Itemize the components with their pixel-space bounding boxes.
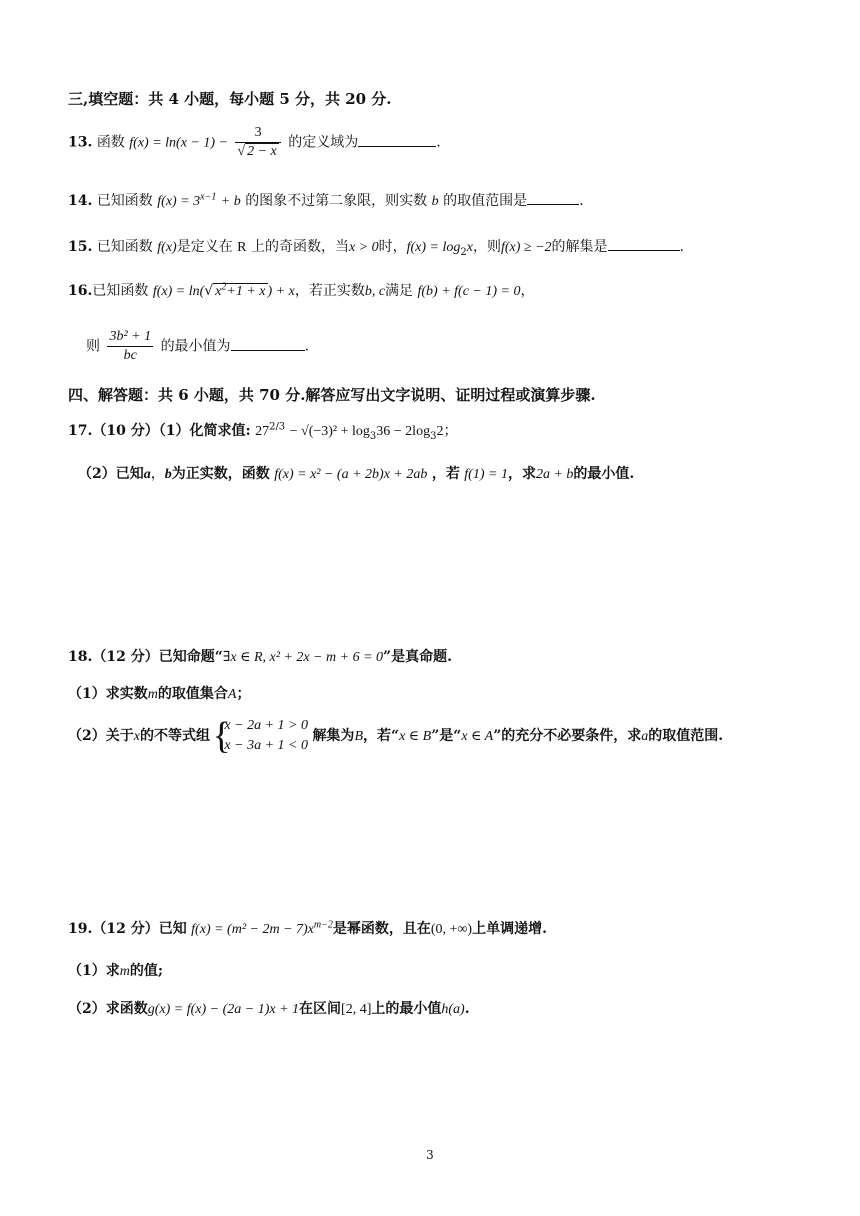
fraction-numerator: 3 — [235, 124, 280, 143]
q17-p2a: （2）已知 — [78, 466, 144, 482]
q17-p2b: 为正实数，函数 — [171, 466, 270, 482]
q16-line2post: 的最小值为 — [160, 338, 231, 355]
answer-blank[interactable] — [608, 236, 680, 251]
q14-expr: f(x) = 3 — [157, 194, 201, 209]
fraction-denominator: √ 2 − x — [237, 144, 277, 159]
q19-iv: [2, 4] — [341, 1002, 372, 1017]
q14-post2: 的取值范围是 — [443, 193, 528, 209]
system-row-1: x − 2a + 1 > 0 — [224, 718, 308, 733]
answer-blank[interactable] — [231, 336, 305, 351]
q17-expr2: − √(−3)² + log — [289, 424, 370, 439]
q16-text: 已知函数 — [92, 283, 149, 299]
q18-p2c: 解集为 — [312, 728, 355, 744]
q15-mid5: 的解集是 — [551, 239, 608, 255]
q17-p2d: ，求 — [507, 466, 536, 482]
q19-h: h(a) — [441, 1002, 465, 1017]
q17-bb: b — [164, 467, 172, 482]
q18-x: x — [133, 729, 140, 744]
q18-p2d: ，若“ — [363, 728, 400, 744]
question-number: 14. — [68, 193, 93, 209]
q16-radical: $x^2+1 + x$ — [215, 281, 266, 299]
q15-f2: f(x) = log — [406, 240, 461, 255]
q19-mid: 是幂函数，且在 — [332, 921, 431, 937]
q14-var: b — [431, 194, 439, 209]
q19-interval: (0, +∞) — [430, 922, 473, 937]
fraction-denominator: bc — [123, 348, 137, 363]
q15-R: R — [237, 240, 247, 255]
q16-mid2: 满足 — [385, 283, 414, 299]
question-17-head: 17.（10 分）（1）化简求值: — [68, 423, 251, 439]
q18-c1: x ∈ B — [399, 729, 432, 744]
section-heading-fill: 三,填空题：共 4 小题，每小题 5 分，共 20 分. — [68, 90, 392, 108]
question-number: 15. — [68, 239, 93, 255]
q15-ineq: f(x) ≥ −2 — [500, 240, 552, 255]
q16-vars: b, c — [364, 284, 386, 299]
page-number: 3 — [426, 1148, 434, 1162]
q18-p2e: ”是“ — [431, 728, 462, 744]
q13-post: 的定义域为 — [288, 134, 359, 151]
question-17-part2: （2）已知a，b为正实数，函数 f(x) = x² − (a + 2b)x + 2ab ，若 f(1) = 1，求2a + b的最小值. — [78, 466, 635, 482]
q18-c2: x ∈ A — [461, 729, 494, 744]
inequality-system: { x − 2a + 1 > 0 x − 3a + 1 < 0 — [212, 715, 308, 757]
question-18-part1 — [68, 683, 250, 703]
q19-gx: g(x) = f(x) − (2a − 1)x + 1 — [147, 1002, 300, 1017]
q18-prop: ∃x ∈ R, x² + 2x − m + 6 = 0 — [222, 650, 384, 665]
system-row-2: x − 3a + 1 < 0 — [224, 738, 308, 753]
q18-p1b: 的取值集合 — [157, 686, 228, 702]
q18-tail: ”是真命题. — [383, 649, 452, 665]
question-19 — [68, 918, 547, 938]
q17-expr3: 36 − 2log — [376, 424, 431, 439]
question-19-part2 — [68, 998, 470, 1018]
q14-expr2: + b — [220, 194, 241, 209]
q19-p2a: （2）求函数 — [68, 1001, 148, 1017]
answer-blank[interactable] — [358, 132, 436, 147]
q19-exp: m−2 — [313, 919, 333, 931]
q14-post: 的图象不过第二象限，则实数 — [245, 193, 428, 209]
q18-p1c: ； — [236, 686, 251, 702]
q16-expr1: f(x) = ln( — [152, 284, 205, 299]
question-16: 16.已知函数 f(x) = ln(√ $x^2+1 + x$ ) + x，若正实数b, c满足 f(b) + f(c − 1) = 0， — [68, 281, 535, 299]
q15-text: 已知函数 — [96, 239, 153, 255]
q13-text: 函数 — [96, 134, 125, 151]
answer-blank[interactable] — [527, 190, 579, 205]
q15-f: f(x) — [157, 240, 177, 255]
q18-head: 18.（12 分）已知命题“ — [68, 649, 223, 665]
question-number: 13. — [68, 134, 93, 151]
q13-fraction — [235, 124, 280, 161]
question-13: 13. 函数 f(x) = ln(x − 1) − $\frac{3}{√ 2 - x}$ 的定义域为 . — [68, 125, 441, 159]
q17-expr: 27 — [255, 424, 270, 439]
question-17 — [68, 420, 457, 442]
q18-p1a: （1）求实数 — [68, 686, 148, 702]
q18-p2g: 的取值范围. — [648, 728, 724, 744]
q17-p2c: ，若 — [431, 466, 460, 482]
q17-b1: 3 — [369, 430, 377, 442]
section-heading-answer: 四、解答题：共 6 小题，共 70 分.解答应写出文字说明、证明过程或演算步骤. — [68, 386, 596, 404]
q18-p2a: （2）关于 — [68, 728, 134, 744]
q17-target: 2a + b — [535, 467, 574, 482]
question-15: 15. 已知函数 f(x)是定义在 R 上的奇函数，当x > 0时，$f(x) = \log_2x$，则f(x) ≥ −2的解集是 . — [68, 236, 684, 258]
q18-p2b: 的不等式组 — [139, 728, 210, 744]
fraction-numerator: 3b² + 1 — [107, 328, 153, 347]
q18-B: B — [354, 729, 363, 744]
q18-m: m — [147, 687, 158, 702]
q15-x: x — [466, 240, 473, 255]
q16-line2pre: 则 — [86, 338, 100, 355]
q17-fx: f(x) = x² − (a + 2b)x + 2ab — [274, 467, 428, 482]
question-16-line2: 则 $\frac{\text{3b² + 1}}{bc}$ 的最小值为 . — [86, 329, 310, 363]
q18-A: A — [227, 687, 237, 702]
q17-expr4: 2； — [436, 424, 458, 439]
question-19-part1 — [68, 960, 163, 980]
q16-expr2: ) + x — [267, 284, 295, 299]
q18-av: a — [641, 729, 649, 744]
q16-mid: ，若正实数 — [294, 283, 365, 299]
q17-a: a — [143, 467, 151, 482]
q15-base: 2 — [460, 246, 467, 258]
q19-m: m — [119, 964, 130, 979]
q13-expr: f(x) = ln(x − 1) − — [129, 135, 228, 151]
q19-p1a: （1）求 — [68, 963, 120, 979]
q19-p2b: 在区间 — [299, 1001, 342, 1017]
q17-exp: 2/3 — [269, 421, 286, 433]
q16-cond: f(b) + f(c − 1) = 0 — [417, 284, 521, 299]
q17-cond: f(1) = 1 — [464, 467, 508, 482]
q15-cond: x > 0 — [348, 240, 379, 255]
q19-head: 19.（12 分）已知 — [68, 921, 187, 937]
q19-p2c: 上的最小值 — [371, 1001, 442, 1017]
question-14: 14. 已知函数 $f(x) = 3^{x-1} + b$ 的图象不过第二象限，则实数 b 的取值范围是 . — [68, 191, 584, 209]
q19-fx: f(x) = (m² − 2m − 7)x — [191, 922, 314, 937]
question-18-part2 — [68, 716, 723, 756]
q15-mid3: 时， — [378, 239, 407, 255]
q16-end: ， — [520, 283, 535, 299]
q14-text: 已知函数 — [96, 193, 153, 209]
q19-p1b: 的值; — [129, 963, 164, 979]
q17-b2: 3 — [430, 430, 437, 442]
q19-p2d: . — [464, 1001, 470, 1017]
q19-tail: 上单调递增. — [472, 921, 547, 937]
q16-fraction — [107, 328, 153, 365]
q18-p2f: ”的充分不必要条件，求 — [493, 728, 642, 744]
question-number: 16. — [68, 283, 93, 299]
q15-mid1: 是定义在 — [176, 239, 233, 255]
q15-mid2: 上的奇函数，当 — [250, 239, 349, 255]
q15-mid4: ，则 — [472, 239, 501, 255]
q14-exponent: x−1 — [200, 191, 217, 203]
question-18 — [68, 646, 452, 666]
q17-p2e: 的最小值. — [573, 466, 635, 482]
